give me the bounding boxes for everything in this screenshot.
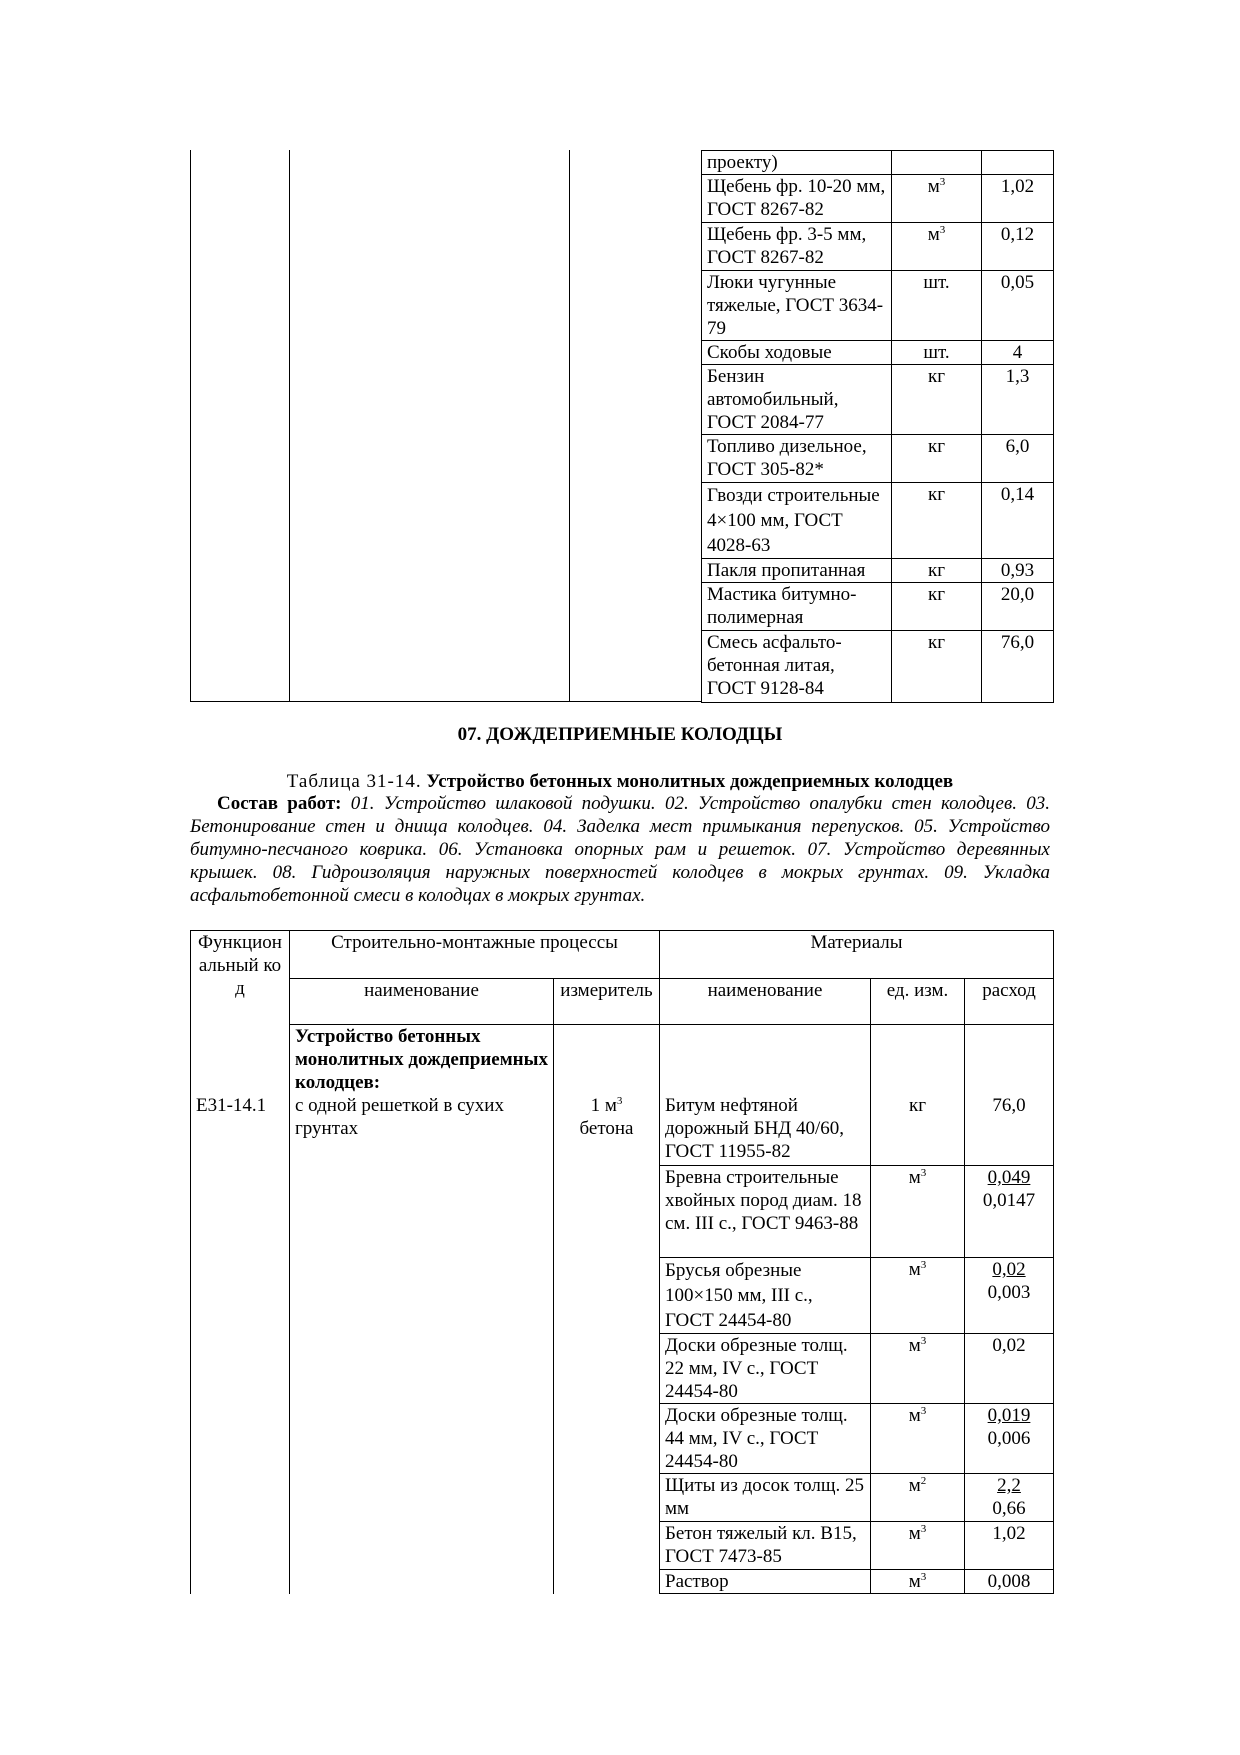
unit: $м^3$ xyxy=(892,223,982,271)
table-row xyxy=(702,365,1054,435)
material-name: Бревна строительные хвойных пород диам. 18 см. III с., ГОСТ 9463-88 xyxy=(660,1166,871,1258)
material-name: Гвозди строительные 4×100 мм, ГОСТ 4028-63 xyxy=(702,483,892,559)
table-row xyxy=(702,559,1054,583)
table-caption-title: Устройство бетонных монолитных дождеприемных колодцев xyxy=(426,771,954,792)
table-row xyxy=(702,483,1054,559)
header-unit: ед. изм. xyxy=(871,979,965,1025)
value: 0,02 0,003 xyxy=(965,1258,1054,1334)
value: 4 xyxy=(982,341,1054,365)
unit: кг xyxy=(871,1025,965,1166)
header-func-code: Функциональный код xyxy=(191,931,290,1025)
table-row xyxy=(702,583,1054,631)
header-rate: расход xyxy=(965,979,1054,1025)
work-composition-text: 01. Устройство шлаковой подушки. 02. Устройство опалубки стен колодцев. 03. Бетонирование стен и днища колодцев. 04. Заделка мест примыкания перепусков. 05. Устройство битумно-песчаного коврика. 06. Установка опорных рам и решеток. 07. Устройство деревянных крышек. 08. Гидроизоляция наружных поверхностей колодцев в мокрых грунтах. 09. Укладка асфальтобетонной смеси в колодцах в мокрых грунтах. xyxy=(190,793,1050,906)
unit: $м^3$ xyxy=(892,175,982,223)
material-name: проекту) xyxy=(702,151,892,175)
material-name: Доски обрезные толщ. 22 мм, IV с., ГОСТ 24454-80 xyxy=(660,1334,871,1404)
material-name: Щебень фр. 3-5 мм, ГОСТ 8267-82 xyxy=(702,223,892,271)
work-composition-label: Состав работ: xyxy=(217,793,342,814)
header-row xyxy=(191,979,1054,1025)
unit: $м^3$ xyxy=(871,1258,965,1334)
unit: $м^2$ xyxy=(871,1474,965,1522)
table-row xyxy=(702,631,1054,703)
unit: кг xyxy=(892,559,982,583)
func-code-cell xyxy=(191,1025,290,1594)
value: 6,0 xyxy=(982,435,1054,483)
table-caption-label: Таблица 31-14. xyxy=(286,771,422,792)
material-name: Раствор xyxy=(660,1570,871,1594)
unit: $м^3$ xyxy=(871,1570,965,1594)
value: 0,14 xyxy=(982,483,1054,559)
material-name: Доски обрезные толщ. 44 мм, IV с., ГОСТ 24454-80 xyxy=(660,1404,871,1474)
main-table xyxy=(190,930,1054,1594)
value: 1,3 xyxy=(982,365,1054,435)
value: 0,008 xyxy=(965,1570,1054,1594)
material-name: Пакля пропитанная xyxy=(702,559,892,583)
func-code: Е31-14.1 xyxy=(196,1094,267,1116)
work-composition xyxy=(190,792,1050,907)
unit: кг xyxy=(892,365,982,435)
unit: шт. xyxy=(892,271,982,341)
material-name: Смесь асфальто-бетонная литая, ГОСТ 9128-84 xyxy=(702,631,892,703)
material-name: Щиты из досок толщ. 25 мм xyxy=(660,1474,871,1522)
value: 0,93 xyxy=(982,559,1054,583)
unit: шт. xyxy=(892,341,982,365)
table-row xyxy=(702,175,1054,223)
process-title: Устройство бетонных монолитных дождеприемных колодцев: xyxy=(295,1026,548,1093)
unit: кг xyxy=(892,483,982,559)
unit: $м^3$ xyxy=(871,1404,965,1474)
value: 1,02 xyxy=(982,175,1054,223)
unit: кг xyxy=(892,583,982,631)
material-name: Скобы ходовые xyxy=(702,341,892,365)
value: 0,05 xyxy=(982,271,1054,341)
table-row xyxy=(191,1025,1054,1166)
table-row xyxy=(702,435,1054,483)
meter-unit: бетона xyxy=(579,1118,634,1139)
top-table-left-columns xyxy=(190,150,701,702)
value: 0,019 0,006 xyxy=(965,1404,1054,1474)
material-name: Мастика битумно-полимерная xyxy=(702,583,892,631)
table-row xyxy=(702,271,1054,341)
unit: $м^3$ xyxy=(871,1334,965,1404)
header-row xyxy=(191,931,1054,979)
material-name: Битум нефтяной дорожный БНД 40/60, ГОСТ 11955-82 xyxy=(660,1025,871,1166)
material-name: Люки чугунные тяжелые, ГОСТ 3634-79 xyxy=(702,271,892,341)
unit: $м^3$ xyxy=(871,1166,965,1258)
value: 20,0 xyxy=(982,583,1054,631)
material-name: Брусья обрезные 100×150 мм, III с., ГОСТ 24454-80 xyxy=(660,1258,871,1334)
table-row xyxy=(702,341,1054,365)
unit: кг xyxy=(892,435,982,483)
value: 2,2 0,66 xyxy=(965,1474,1054,1522)
material-name: Щебень фр. 10-20 мм, ГОСТ 8267-82 xyxy=(702,175,892,223)
process-cell xyxy=(290,1025,554,1594)
header-mat-name: наименование xyxy=(660,979,871,1025)
meter-cell: 1 $м^3$ бетона xyxy=(554,1025,660,1594)
value: 76,0 xyxy=(982,631,1054,703)
material-name: Топливо дизельное, ГОСТ 305-82* xyxy=(702,435,892,483)
top-table xyxy=(701,150,1054,703)
value: 0,12 xyxy=(982,223,1054,271)
value: 76,0 xyxy=(965,1025,1054,1166)
table-row xyxy=(702,151,1054,175)
table-row xyxy=(702,223,1054,271)
material-name: Бетон тяжелый кл. В15, ГОСТ 7473-85 xyxy=(660,1522,871,1570)
process-text: с одной решеткой в сухих грунтах xyxy=(295,1095,504,1139)
header-materials: Материалы xyxy=(660,931,1054,979)
header-processes: Строительно-монтажные процессы xyxy=(290,931,660,979)
value: 1,02 xyxy=(965,1522,1054,1570)
table-caption xyxy=(190,770,1050,793)
meter-value: 1 м xyxy=(590,1095,617,1116)
material-name: Бензин автомобильный, ГОСТ 2084-77 xyxy=(702,365,892,435)
header-name: наименование xyxy=(290,979,554,1025)
value: 0,049 0,0147 xyxy=(965,1166,1054,1258)
header-meter: измеритель xyxy=(554,979,660,1025)
unit: кг xyxy=(892,631,982,703)
section-title: 07. ДОЖДЕПРИЕМНЫЕ КОЛОДЦЫ xyxy=(457,724,783,745)
value: 0,02 xyxy=(965,1334,1054,1404)
unit: $м^3$ xyxy=(871,1522,965,1570)
